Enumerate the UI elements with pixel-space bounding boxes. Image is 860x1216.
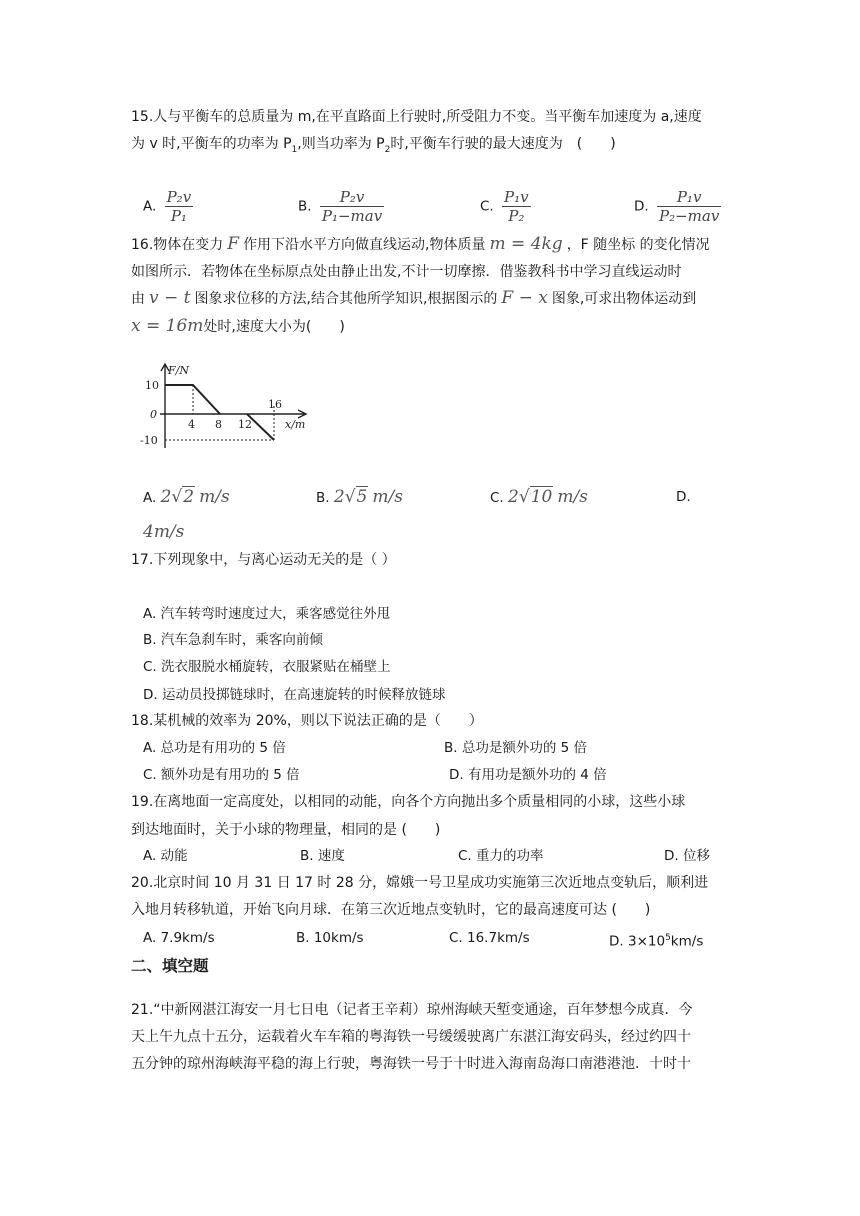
q17-stem: 17.下列现象中，与离心运动无关的是（ ）: [131, 552, 396, 568]
q16-option-d-value: 4m/s: [143, 522, 185, 542]
q21-line1: 21.“中新网湛江海安一月七日电（记者王辛莉）琼州海峡天堑变通途，百年梦想今成真．今: [131, 1002, 693, 1018]
fraction: $\frac{\text{P₂v}}{\text{P₁}}$: [166, 188, 192, 225]
q20-line1: 20.北京时间 10 月 31 日 17 时 28 分，嫦娥一号卫星成功实施第三次近地点变轨后，顺利进: [131, 875, 709, 891]
q18-option-c[interactable]: C. 额外功是有用功的 5 倍: [143, 767, 300, 783]
graph-y0: 0: [150, 408, 157, 421]
fraction: $\frac{\text{P₂v}}{\text{P₁−mav}}$: [321, 188, 383, 225]
q19-option-b[interactable]: B. 速度: [300, 848, 345, 864]
q15-option-d[interactable]: D. $\frac{\text{P₁v}}{\text{P₂−mav}}$: [634, 188, 720, 225]
q16-line1: 16.物体在变力 F 作用下沿水平方向做直线运动,物体质量 m = 4kg ，F 随坐标 的变化情况: [131, 234, 710, 254]
q16-option-d-label[interactable]: D.: [676, 489, 691, 505]
force-position-graph: [140, 360, 315, 455]
q16-line4: x = 16m处时,速度大小为( ): [131, 316, 345, 336]
q20-option-c[interactable]: C. 16.7km/s: [449, 930, 530, 946]
q21-line3: 五分钟的琼州海峡海平稳的海上行驶，粤海铁一号于十时进入海南岛海口南港港池．十时十: [131, 1056, 691, 1072]
graph-x16: 16: [268, 398, 282, 411]
fraction: $\frac{\text{P₁v}}{\text{P₂−mav}}$: [658, 188, 720, 225]
q17-option-d[interactable]: D. 运动员投掷链球时，在高速旋转的时候释放链球: [143, 687, 446, 703]
q15-line1: 15.人与平衡车的总质量为 m,在平直路面上行驶时,所受阻力不变。当平衡车加速度为 a,速度: [131, 109, 702, 125]
q17-option-a[interactable]: A. 汽车转弯时速度过大，乘客感觉往外甩: [143, 606, 391, 622]
q18-option-d[interactable]: D. 有用功是额外功的 4 倍: [449, 767, 607, 783]
q15-option-c[interactable]: C. $\frac{\text{P₁v}}{\text{P₂}}$: [480, 188, 529, 225]
q20-option-b[interactable]: B. 10km/s: [296, 930, 364, 946]
graph-ylabel: F/N: [168, 364, 189, 377]
q18-option-b[interactable]: B. 总功是额外功的 5 倍: [444, 740, 588, 756]
q17-option-c[interactable]: C. 洗衣服脱水桶旋转，衣服紧贴在桶壁上: [143, 659, 391, 675]
q19-line1: 19.在离地面一定高度处，以相同的动能，向各个方向抛出多个质量相同的小球，这些小球: [131, 794, 686, 810]
q15-line2: 为 v 时,平衡车的功率为 $P_1$,则当功率为 $P_2$时,平衡车行驶的最大速度为 ( ): [131, 136, 616, 155]
graph-yneg10: -10: [140, 434, 158, 447]
q18-option-a[interactable]: A. 总功是有用功的 5 倍: [143, 740, 286, 756]
q19-line2: 到达地面时，关于小球的物理量，相同的是 ( ): [131, 822, 441, 838]
q20-option-d[interactable]: D. $3\times 10^5km/s$: [609, 933, 704, 950]
graph-xlabel: x/m: [285, 418, 306, 431]
q17-option-b[interactable]: B. 汽车急刹车时，乘客向前倾: [143, 632, 323, 648]
q16-line2: 如图所示．若物体在坐标原点处由静止出发,不计一切摩擦．借鉴教科书中学习直线运动时: [131, 264, 682, 280]
q16-line3: 由 v − t 图象求位移的方法,结合其他所学知识,根据图示的 F − x 图象,可求出物体运动到: [131, 288, 697, 308]
fraction: $\frac{\text{P₁v}}{\text{P₂}}$: [504, 188, 529, 225]
q16-option-b[interactable]: B. 2√5 m/s: [316, 487, 403, 507]
q16-option-c[interactable]: C. 2√10 m/s: [490, 487, 588, 507]
q19-option-a[interactable]: A. 动能: [143, 848, 188, 864]
q16-option-a[interactable]: A. 2√2 m/s: [143, 487, 230, 507]
graph-x4: 4: [188, 418, 195, 431]
q19-option-d[interactable]: D. 位移: [664, 848, 710, 864]
graph-x8: 8: [215, 418, 222, 431]
q20-line2: 入地月转移轨道，开始飞向月球．在第三次近地点变轨时，它的最高速度可达 ( ): [131, 902, 651, 918]
section-heading-fill-in: 二、填空题: [131, 957, 209, 975]
q19-option-c[interactable]: C. 重力的功率: [458, 848, 544, 864]
q21-line2: 天上午九点十五分，运载着火车车箱的粤海铁一号缓缓驶离广东湛江海安码头，经过约四十: [131, 1029, 691, 1045]
q18-stem: 18.某机械的效率为 20%，则以下说法正确的是（ ）: [131, 713, 483, 729]
q20-option-a[interactable]: A. 7.9km/s: [143, 930, 215, 946]
graph-x12: 12: [238, 418, 252, 431]
q15-option-a[interactable]: A. $\frac{\text{P₂v}}{\text{P₁}}$: [143, 188, 192, 225]
q15-option-b[interactable]: B. $\frac{\text{P₂v}}{\text{P₁−mav}}$: [298, 188, 383, 225]
graph-y10: 10: [145, 379, 159, 392]
